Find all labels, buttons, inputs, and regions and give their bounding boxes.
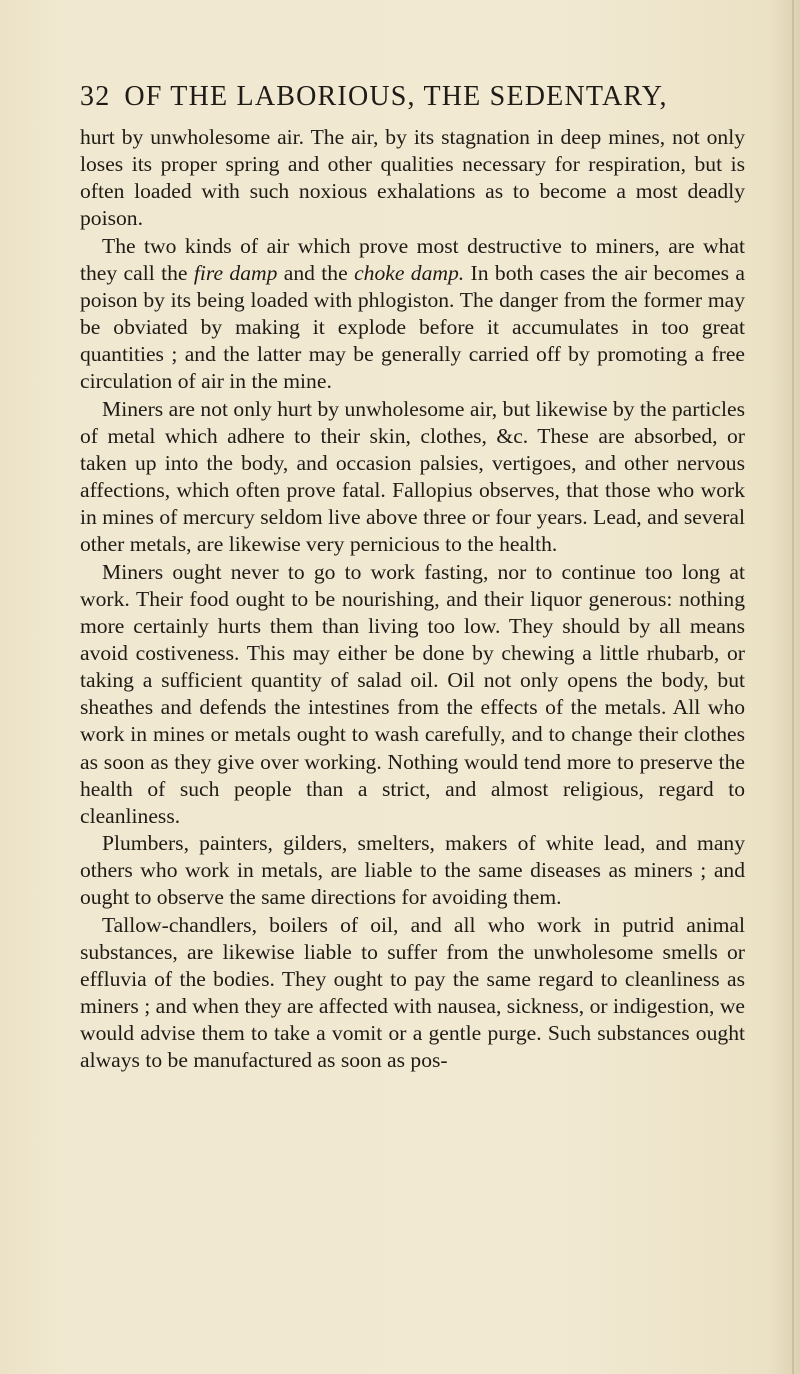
paragraph-text: In both cases the air becomes a poison by its being loaded with phlogiston. The danger from the former may be obviated by making it explode before it accumulates in too great quantities ; and the latter may be generally carried off by promoting a free circulation of air in the mine. xyxy=(80,260,745,394)
paragraph xyxy=(80,124,745,233)
running-header xyxy=(80,83,740,111)
paragraph xyxy=(80,912,745,1075)
paragraph-text: The two kinds of air which prove most destructive to miners, are what they call the xyxy=(80,233,745,285)
paragraph-text: hurt by unwholesome air. The air, by its stagnation in deep mines, not only loses its proper spring and other qualities necessary for respiration, but is often loaded with such noxious exhalations as to become a most deadly poison. xyxy=(80,125,745,231)
paragraph xyxy=(80,830,745,911)
running-title: OF THE LABORIOUS, THE SEDENTARY, xyxy=(124,81,668,112)
paragraph xyxy=(80,559,745,831)
italic-term: choke damp. xyxy=(354,260,465,285)
paragraph-text: Plumbers, painters, gilders, smelters, makers of white lead, and many others who work in metals, are liable to the same diseases as miners ; and ought to observe the same directions for avoiding them. xyxy=(80,831,745,910)
paragraph-text: Tallow-chandlers, boilers of oil, and all who work in putrid animal substances, are likewise liable to suffer from the unwholesome smells or effluvia of the bodies. They ought to pay the same regard to cleanliness as miners ; and when they are affected with nausea, sickness, or indigestion, we would advise them to take a vomit or a gentle purge. Such substances ought always to be manufactured as soon as pos- xyxy=(80,912,745,1073)
page-number: 32 xyxy=(80,81,111,112)
body-text xyxy=(80,124,745,1074)
paragraph xyxy=(80,233,745,396)
paragraph-text: Miners are not only hurt by unwholesome air, but likewise by the particles of metal which adhere to their skin, clothes, &c. These are absorbed, or taken up into the body, and occasion palsies, vertigoes, and other nervous affections, which often prove fatal. Fallopius observes, that those who work in mines of mercury seldom live above three or four years. Lead, and several other metals, are likewise very pernicious to the health. xyxy=(80,396,745,557)
paragraph xyxy=(80,396,745,559)
italic-term: fire damp xyxy=(193,260,278,285)
paragraph-text: Miners ought never to go to work fasting, nor to continue too long at work. Their food ought to be nourishing, and their liquor generous: nothing more certainly hurts them than living too low. They should by all means avoid costiveness. This may either be done by chewing a little rhubarb, or taking a sufficient quantity of salad oil. Oil not only opens the body, but sheathes and defends the intestines from the effects of the metals. All who work in mines or metals ought to wash carefully, and to change their clothes as soon as they give over working. Nothing would tend more to preserve the health of such people than a strict, and almost religious, regard to cleanliness. xyxy=(80,559,745,828)
paragraph-text: and the xyxy=(277,260,355,285)
page-edge xyxy=(792,0,794,1374)
